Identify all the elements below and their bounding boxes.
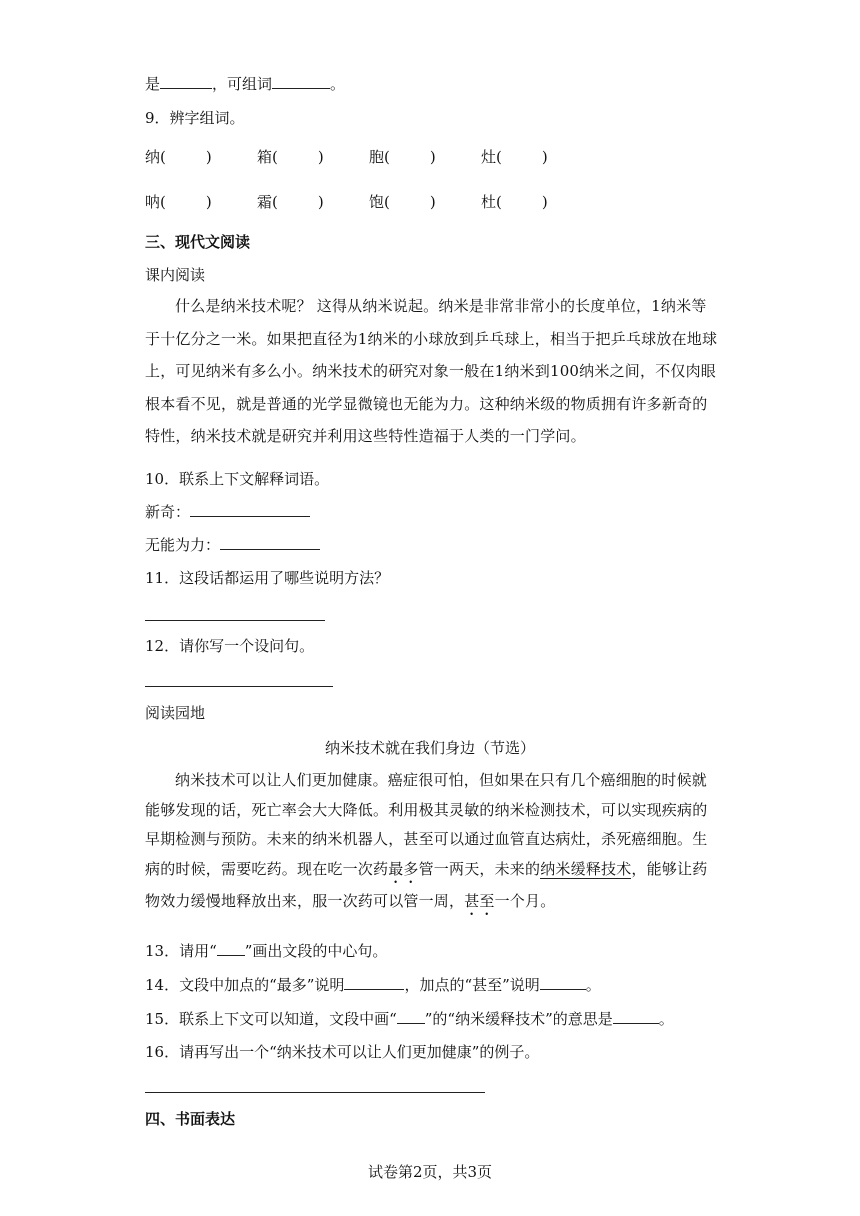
char-cell: 霜( — [257, 193, 278, 211]
underline-sample — [397, 1009, 425, 1024]
q13-line: 13．请用“ ”画出文段的中心句。 — [145, 942, 388, 960]
reading-passage-1: 什么是纳米技术呢？ 这得从纳米说起。纳米是非常非常小的长度单位，1纳米等于十亿分之一米。如果把直径为1纳米的小球放到乒乓球上，相当于把乒乓球放在地球上，可见纳米有多么小。纳米技术的研究对象一般在1纳米到100纳米之间，不仅肉眼根本看不见，就是普通的光学显微镜也无能为力。这种纳米级的物质拥有许多新奇的特性，纳米技术就是研究并利用这些特性造福于人类的一门学问。 — [145, 297, 718, 445]
char-cell: 纳( — [145, 148, 166, 166]
dotted-word: 甚至 — [464, 891, 495, 910]
subsection-label: 阅读园地 — [145, 704, 206, 722]
answer-blank[interactable] — [272, 74, 330, 89]
underline-sample — [217, 941, 245, 956]
answer-blank[interactable] — [344, 975, 404, 990]
q15-line: 15．联系上下文可以知道，文段中画“ ”的“纳米缓释技术”的意思是 。 — [145, 1010, 674, 1028]
char-cell: 饱( — [369, 193, 390, 211]
q11-title: 11．这段话都运用了哪些说明方法？ — [145, 569, 390, 587]
q10-title: 10．联系上下文解释词语。 — [145, 470, 330, 488]
q9-title: 9．辨字组词。 — [145, 109, 245, 127]
q10-item-1: 新奇： — [145, 502, 310, 522]
answer-line[interactable] — [145, 686, 333, 687]
answer-blank[interactable] — [613, 1009, 659, 1024]
section-heading: 四、书面表达 — [145, 1110, 236, 1128]
answer-blank[interactable] — [190, 502, 310, 517]
q14-line: 14．文段中加点的“最多”说明 ，加点的“甚至”说明 。 — [145, 976, 601, 994]
char-cell: 胞( — [369, 148, 390, 166]
dotted-word: 最多 — [388, 859, 419, 878]
q8-text-c: 。 — [330, 75, 346, 93]
char-cell: 箱( — [257, 148, 278, 166]
q8-tail-line — [145, 74, 345, 94]
answer-blank[interactable] — [220, 535, 320, 550]
answer-line[interactable] — [145, 1092, 485, 1093]
q10-item-2: 无能为力： — [145, 535, 320, 555]
answer-blank[interactable] — [540, 975, 586, 990]
q16-title: 16．请再写出一个“纳米技术可以让人们更加健康”的例子。 — [145, 1043, 540, 1061]
reading-passage-2: 纳米技术可以让人们更加健康。癌症很可怕，但如果在只有几个癌细胞的时候就能够发现的话，死亡率会大大降低。利用极其灵敏的纳米检测技术，可以实现疾病的早期检测与预防。未来的纳米机器人，甚至可以通过血管直达病灶，杀死癌细胞。生病的时候，需要吃药。现在吃一次药最多管一两天，未来的纳米缓释技术，能够让药物效力缓慢地释放出来，服一次药可以管一周，甚至一个月。 — [145, 771, 708, 910]
char-cell: 呐( — [145, 193, 166, 211]
page-footer: 试卷第2页，共3页 — [367, 1163, 493, 1181]
subsection-label: 课内阅读 — [145, 266, 206, 284]
char-cell: 杜( — [481, 193, 502, 211]
underlined-phrase: 纳米缓释技术 — [540, 859, 632, 878]
section-heading: 三、现代文阅读 — [145, 233, 251, 251]
answer-line[interactable] — [145, 620, 325, 621]
q8-text-b: ，可组词 — [212, 75, 273, 93]
answer-blank[interactable] — [160, 74, 212, 89]
passage-title: 纳米技术就在我们身边（节选） — [324, 739, 535, 757]
char-cell: 灶( — [481, 148, 502, 166]
q8-text-a: 是 — [145, 75, 161, 93]
q12-title: 12．请你写一个设问句。 — [145, 637, 315, 655]
